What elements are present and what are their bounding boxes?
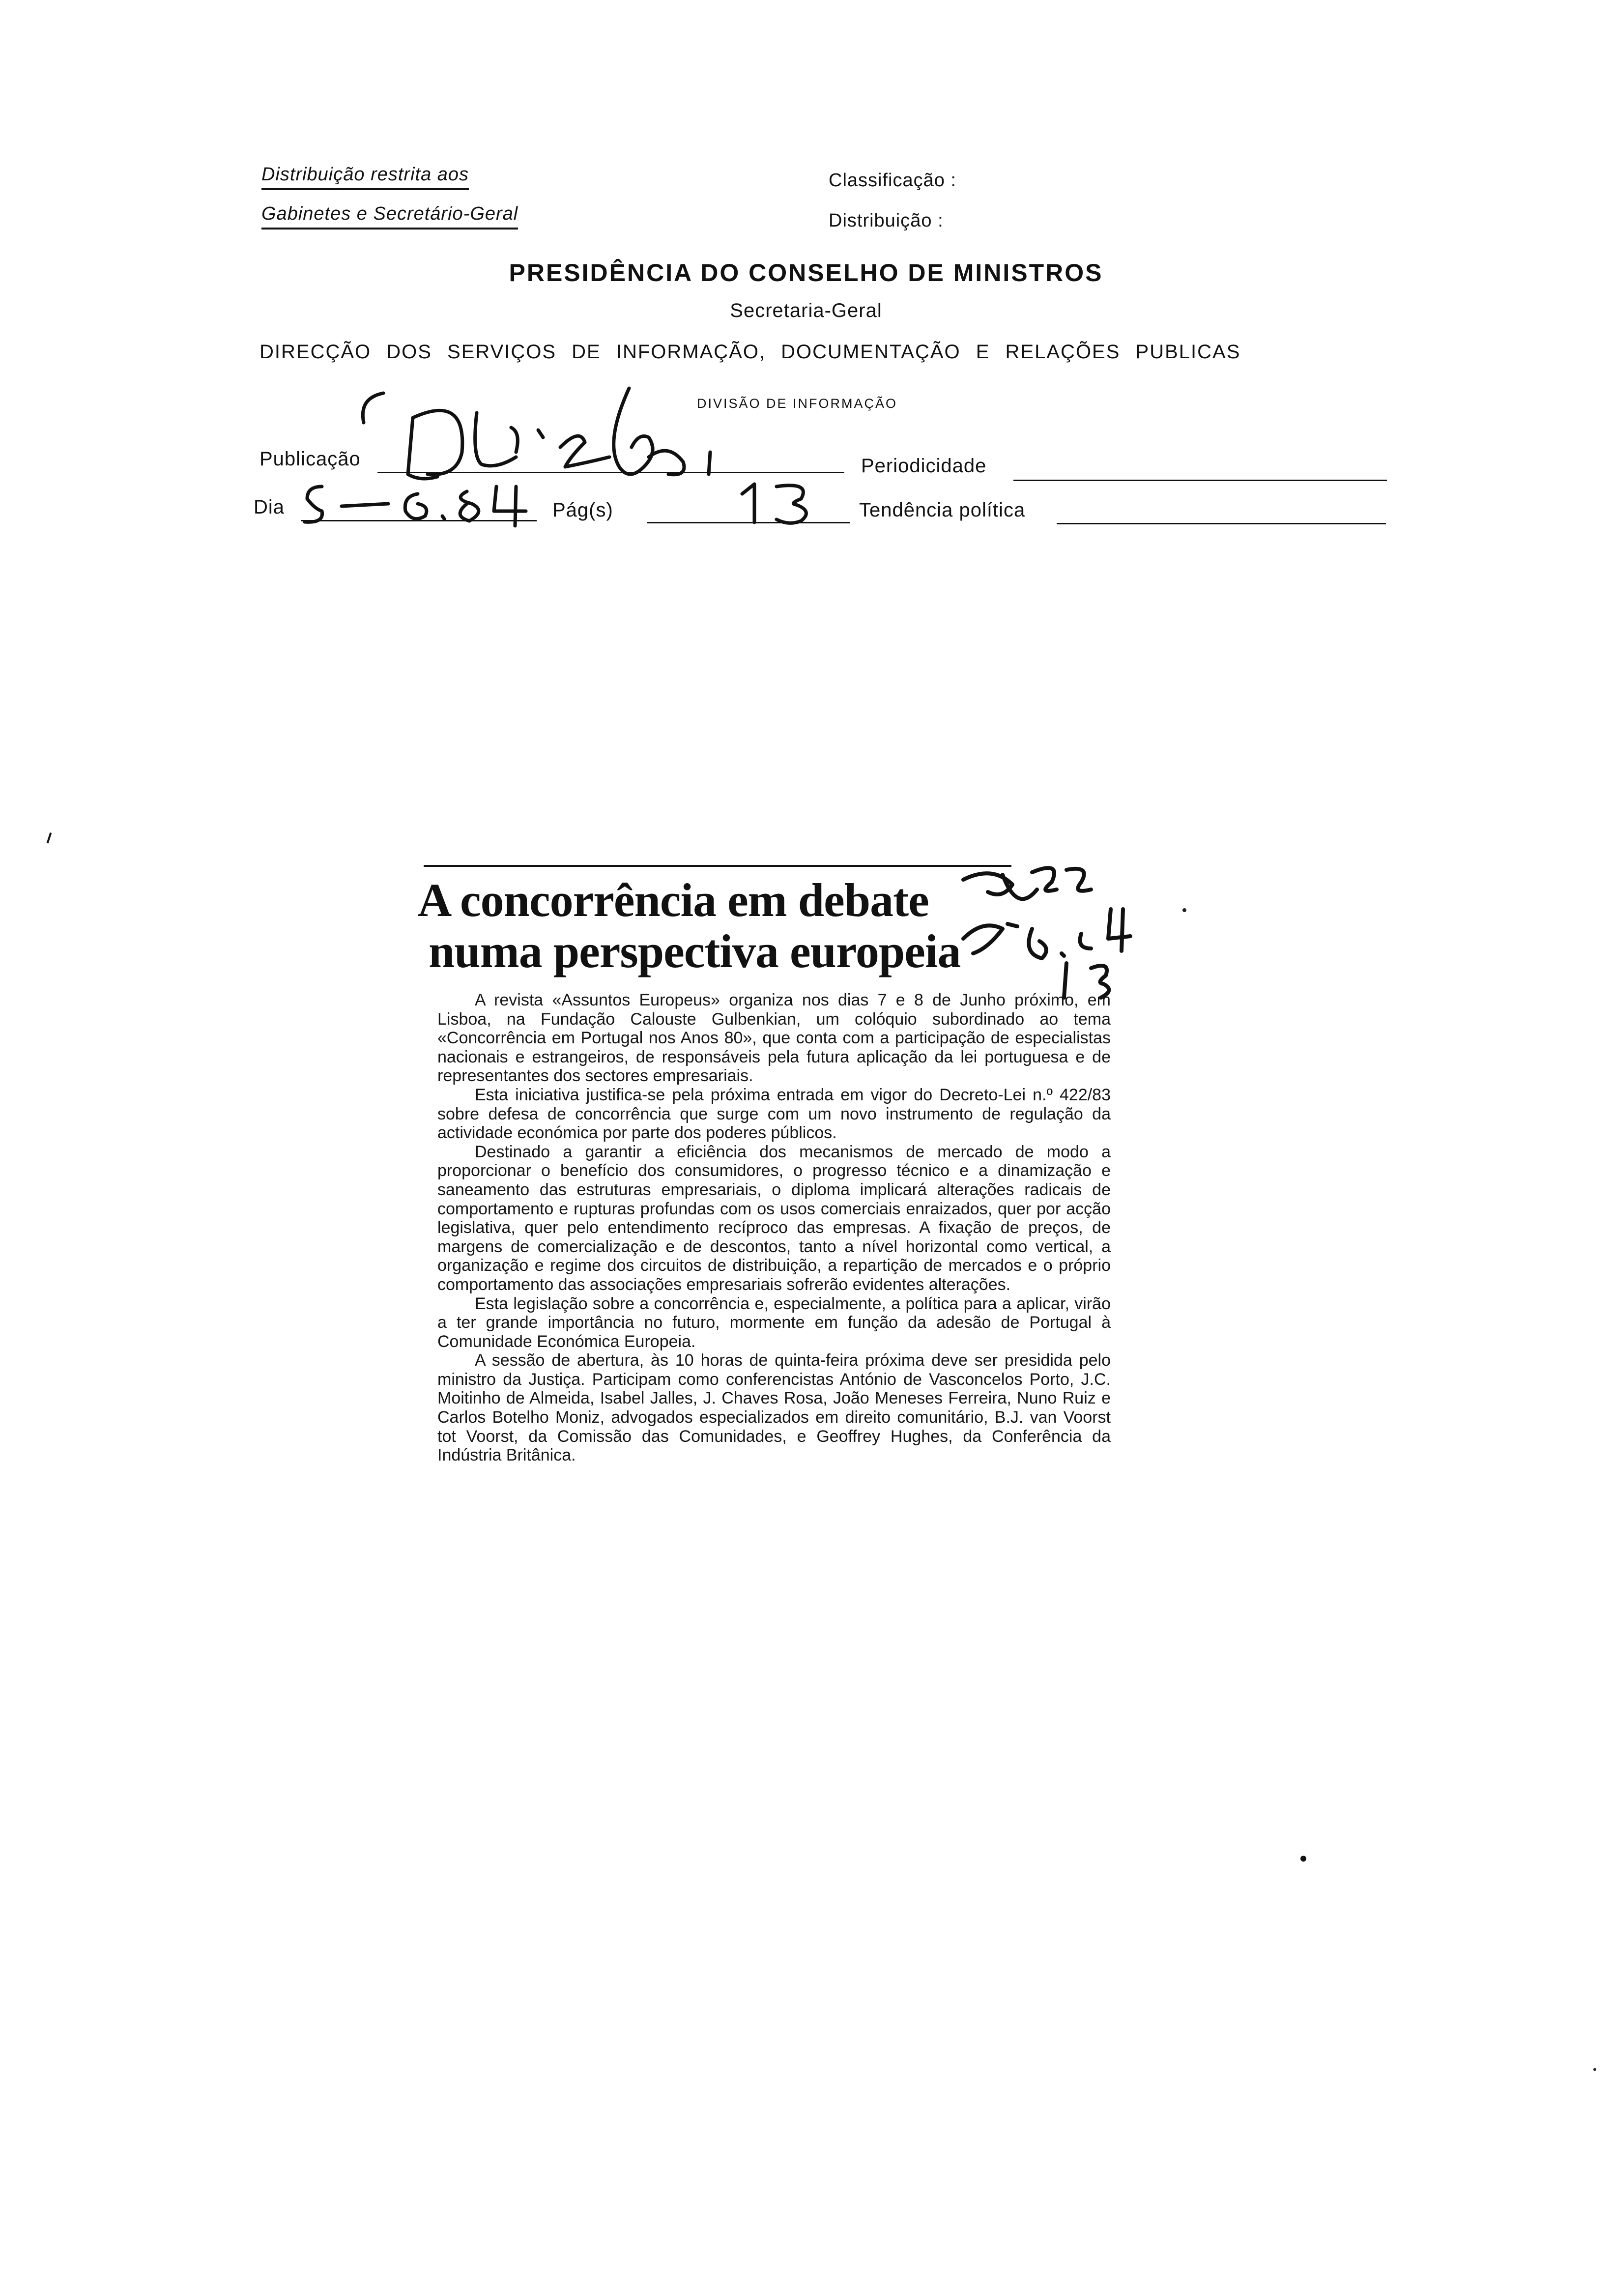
- periodicity-label: Periodicidade: [861, 455, 987, 477]
- handwritten-clip-note: [934, 855, 1150, 1003]
- article-paragraph: Esta iniciativa justifica-se pela próxima entrada em vigor do Decreto-Lei n.º 422/83 sobre defesa de concorrência que surge com um novo instrumento de regulação da actividade económica por parte dos poderes públicos.: [437, 1085, 1111, 1143]
- day-label: Dia: [254, 496, 285, 518]
- handwritten-pages: [727, 479, 821, 526]
- article-body: [437, 991, 1111, 1465]
- headline-line-1: A concorrência em debate: [418, 874, 929, 926]
- article-paragraph: Destinado a garantir a eficiência dos mecanismos de mercado de modo a proporcionar o benefício dos consumidores, o progresso técnico e a dinamização e saneamento das estruturas empresariais, o diploma implicará alterações radicais de comportamento e rupturas profundas com os usos comerciais enraizados, quer por acção legislativa, quer pelo entendimento recíproco das empresas. A fixação de preços, de margens de comercialização e de descontos, tanto a nível horizontal como vertical, a organização e regime dos circuitos de distribuição, a repartição de mercados e o próprio comportamento das associações empresariais sofrerão evidentes alterações.: [437, 1142, 1111, 1294]
- scan-mark: [47, 832, 52, 843]
- division-label: DIVISÃO DE INFORMAÇÃO: [697, 396, 898, 411]
- page-title: PRESIDÊNCIA DO CONSELHO DE MINISTROS: [509, 259, 1103, 287]
- political-field-line: [1057, 523, 1386, 524]
- pages-label: Pág(s): [552, 499, 613, 521]
- restriction-line-1: Distribuição restrita aos: [261, 164, 469, 190]
- handwritten-publication: [354, 383, 737, 491]
- direction-line: DIRECÇÃO DOS SERVIÇOS DE INFORMAÇÃO, DOCUMENTAÇÃO E RELAÇÕES PUBLICAS: [259, 341, 1241, 363]
- article-paragraph: Esta legislação sobre a concorrência e, especialmente, a política para a aplicar, virão a ter grande importância no futuro, mormente em função da adesão de Portugal à Comunidade Económica Europeia.: [437, 1294, 1111, 1351]
- restriction-line-2: Gabinetes e Secretário-Geral: [261, 203, 518, 230]
- article-paragraph: A revista «Assuntos Europeus» organiza nos dias 7 e 8 de Junho próximo, em Lisboa, na Fundação Calouste Gulbenkian, um colóquio subordinado ao tema «Concorrência em Portugal nos Anos 80», que conta com a participação de especialistas nacionais e estrangeiros, de responsáveis pela futura aplicação da lei portuguesa e de representantes dos sectores empresariais.: [437, 991, 1111, 1086]
- article-paragraph: A sessão de abertura, às 10 horas de quinta-feira próxima deve ser presidida pelo ministro da Justiça. Participam como conferencistas António de Vasconcelos Porto, J.C. Moitinho de Almeida, Isabel Jalles, J. Chaves Rosa, João Meneses Ferreira, Nuno Ruiz e Carlos Botelho Moniz, advogados especializados em direito comunitário, B.J. van Voorst tot Voorst, da Comissão das Comunidades, e Geoffrey Hughes, da Conferência da Indústria Britânica.: [437, 1351, 1111, 1465]
- scan-speck: [1300, 1856, 1306, 1862]
- periodicity-field-line: [1013, 480, 1387, 481]
- handwritten-day: [295, 477, 550, 531]
- scan-speck: [1593, 2068, 1596, 2071]
- scan-speck: [1182, 908, 1186, 912]
- clipping-top-rule: [424, 865, 1011, 867]
- headline-line-2: numa perspectiva europeia: [429, 925, 961, 977]
- page-subtitle: Secretaria-Geral: [730, 300, 882, 321]
- distribution-label: Distribuição :: [829, 210, 944, 231]
- classification-label: Classificação :: [829, 170, 956, 191]
- political-label: Tendência política: [859, 499, 1026, 521]
- publication-label: Publicação: [259, 448, 361, 470]
